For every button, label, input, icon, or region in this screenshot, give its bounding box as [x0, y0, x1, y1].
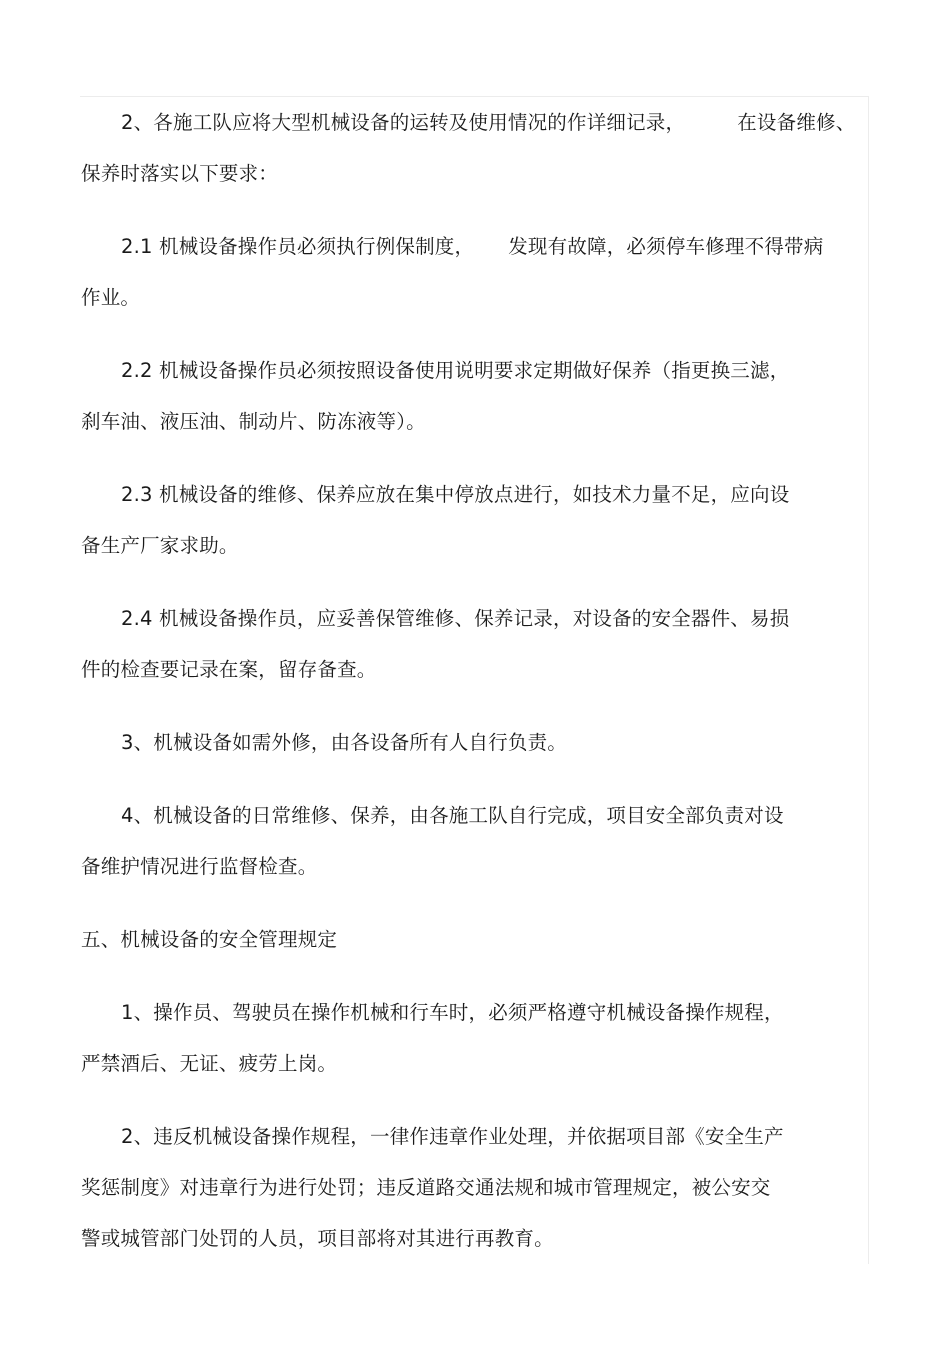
paragraph-line: 2.4 机械设备操作员，应妥善保管维修、保养记录，对设备的安全器件、易损	[121, 607, 790, 630]
paragraph-3	[81, 717, 867, 768]
paragraph-line: 严禁酒后、无证、疲劳上岗。	[81, 1052, 338, 1075]
paragraph-line: 4、机械设备的日常维修、保养，由各施工队自行完成，项目安全部负责对设	[121, 804, 784, 827]
page-frame-right-border	[868, 96, 869, 1264]
paragraph-text: 发现有故障，必须停车修理不得带病	[508, 235, 824, 258]
paragraph-2-1	[81, 221, 867, 323]
paragraph-line: 1、操作员、驾驶员在操作机械和行车时，必须严格遵守机械设备操作规程，	[121, 1001, 784, 1024]
section-5-paragraph-1	[81, 987, 867, 1089]
paragraph-line: 备生产厂家求助。	[81, 534, 239, 557]
paragraph-text: 2、各施工队应将大型机械设备的运转及使用情况的作详细记录，	[121, 111, 686, 134]
paragraph-line	[81, 221, 867, 272]
paragraph-line	[81, 97, 867, 148]
paragraph-2-2	[81, 345, 867, 447]
paragraph-line: 奖惩制度》对违章行为进行处罚；违反道路交通法规和城市管理规定，被公安交	[81, 1176, 771, 1199]
paragraph-line: 警或城管部门处罚的人员，项目部将对其进行再教育。	[81, 1227, 554, 1250]
paragraph-line: 保养时落实以下要求：	[81, 162, 279, 185]
section-5-heading: 五、机械设备的安全管理规定	[81, 928, 338, 951]
paragraph-line: 3、机械设备如需外修，由各设备所有人自行负责。	[121, 731, 568, 754]
paragraph-4	[81, 790, 867, 892]
paragraph-line: 2.2 机械设备操作员必须按照设备使用说明要求定期做好保养（指更换三滤，	[121, 359, 790, 382]
paragraph-line: 作业。	[81, 286, 141, 309]
paragraph-2	[81, 97, 867, 199]
paragraph-2-4	[81, 593, 867, 695]
paragraph-line: 备维护情况进行监督检查。	[81, 855, 318, 878]
paragraph-2-3	[81, 469, 867, 571]
section-5-paragraph-2	[81, 1111, 867, 1264]
paragraph-line: 2、违反机械设备操作规程，一律作违章作业处理，并依据项目部《安全生产	[121, 1125, 784, 1148]
document-body	[81, 97, 867, 1286]
paragraph-text: 在设备维修、	[737, 111, 856, 134]
paragraph-line: 件的检查要记录在案，留存备查。	[81, 658, 377, 681]
paragraph-line: 刹车油、液压油、制动片、防冻液等）。	[81, 410, 426, 433]
paragraph-line: 2.3 机械设备的维修、保养应放在集中停放点进行，如技术力量不足，应向设	[121, 483, 790, 506]
paragraph-text: 2.1 机械设备操作员必须执行例保制度，	[121, 235, 475, 258]
